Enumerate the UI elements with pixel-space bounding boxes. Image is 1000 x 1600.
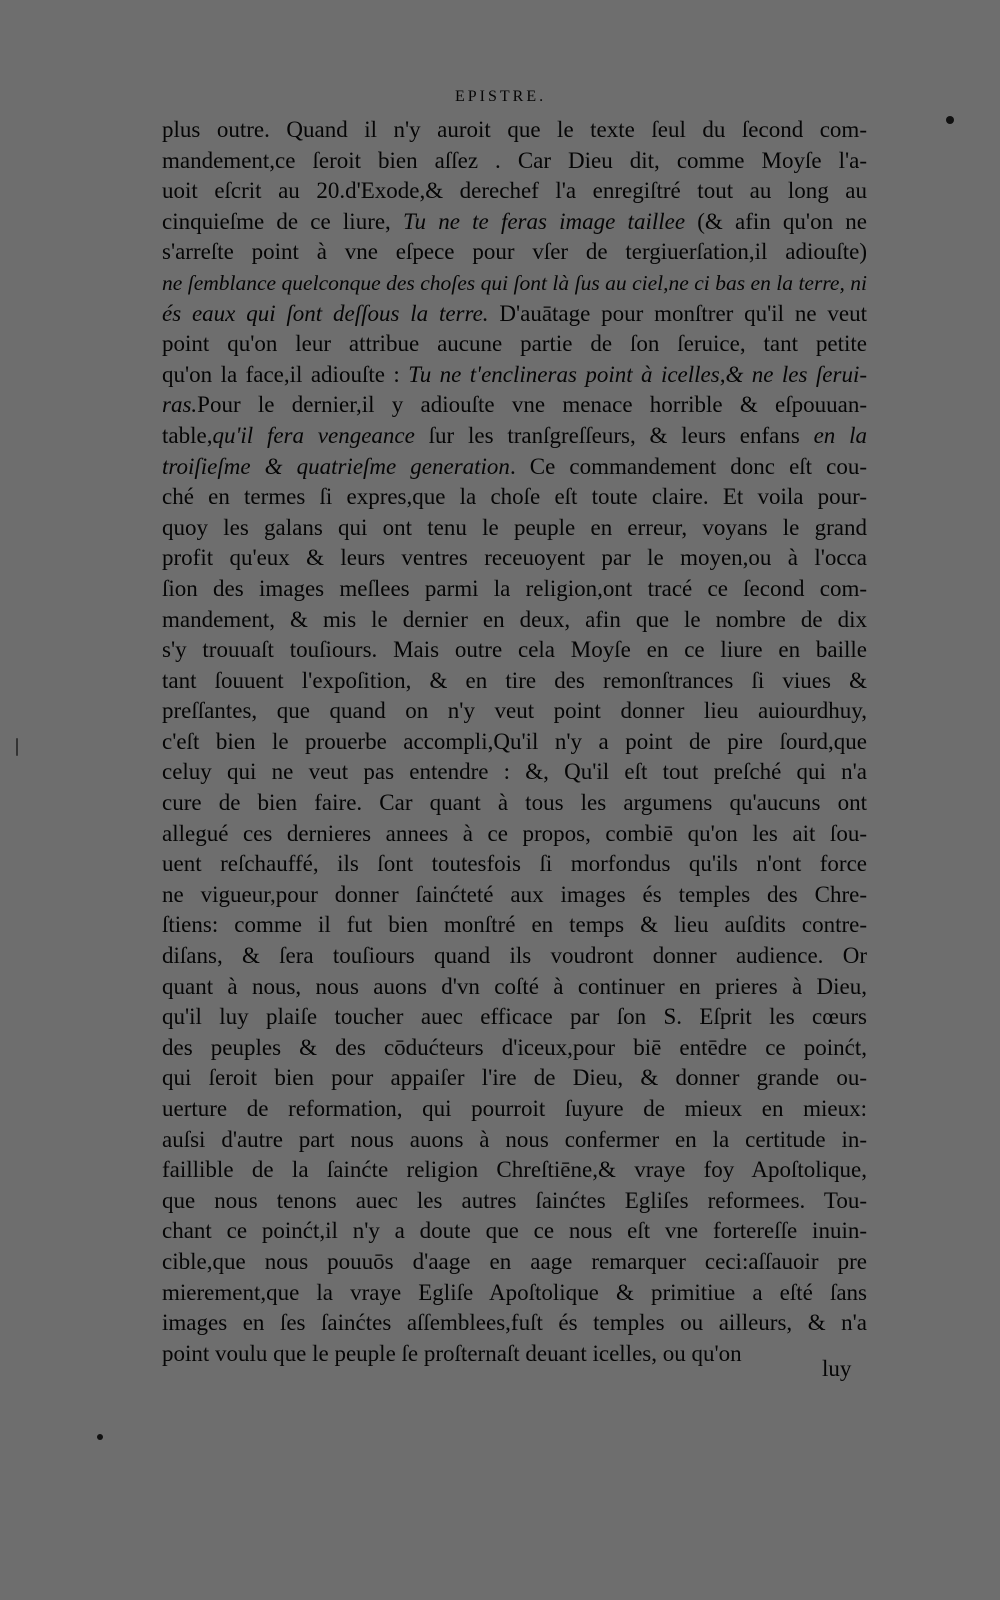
text-line	[162, 972, 867, 1003]
text-run: s'y trouuaſt touſiours. Mais outre cela Moyſe en ce liure en baille	[162, 637, 867, 663]
text-run: Pour le dernier,il y adiouſte vne menace horrible & eſpouuan-	[197, 392, 867, 418]
text-run: (& afin qu'on ne	[685, 208, 867, 234]
text-run: table,	[162, 422, 213, 448]
text-line	[162, 115, 867, 146]
text-line	[162, 1125, 867, 1156]
text-line	[162, 421, 867, 452]
text-run: quant à nous, nous auons d'vn coſté à continuer en prieres à Dieu,	[162, 973, 867, 999]
text-line	[162, 880, 867, 911]
text-run: images en ſes ſainćtes aſſemblees,fuſt és temples ou ailleurs, & n'a	[162, 1310, 867, 1336]
italic-quotation: en la	[813, 422, 867, 448]
text-line	[162, 482, 867, 513]
text-line	[162, 1002, 867, 1033]
text-run: diſans, & ſera touſiours quand ils voudront donner audience. Or	[162, 943, 867, 969]
text-line	[162, 146, 867, 177]
text-line	[162, 543, 867, 574]
text-line	[162, 819, 867, 850]
ink-speck	[16, 738, 18, 756]
text-run: s'arreſte point à vne eſpece pour vſer de tergiuerſation,il adiouſte)	[162, 239, 867, 265]
text-line	[162, 1247, 867, 1278]
text-run: qu'on la face,il adiouſte :	[162, 361, 409, 387]
text-run: plus outre. Quand il n'y auroit que le texte ſeul du ſecond com-	[162, 117, 867, 142]
text-run: ſur les tranſgreſſeurs, & leurs enfans	[414, 422, 814, 448]
text-run: tant ſouuent l'expoſition, & en tire des remonſtrances ſi viues &	[162, 667, 867, 693]
text-line	[162, 1033, 867, 1064]
text-line	[162, 360, 867, 391]
text-line	[162, 1094, 867, 1125]
text-run: quoy les galans qui ont tenu le peuple en erreur, voyans le grand	[162, 514, 867, 540]
text-line	[162, 635, 867, 666]
text-line	[162, 299, 867, 330]
text-line	[162, 574, 867, 605]
italic-quotation: Tu ne te feras image taillee	[403, 208, 686, 234]
ink-speck	[946, 116, 954, 124]
text-line	[162, 390, 867, 421]
text-line	[162, 1339, 867, 1370]
text-line	[162, 268, 867, 299]
text-run: mierement,que la vraye Egliſe Apoſtolique & primitiue a eſté ſans	[162, 1279, 867, 1305]
text-run: qu'il luy plaiſe toucher auec efficace par ſon S. Eſprit les cœurs	[162, 1004, 867, 1030]
text-line	[162, 696, 867, 727]
text-run: qui ſeroit bien pour appaiſer l'ire de Dieu, & donner grande ou-	[162, 1065, 867, 1091]
text-run: mandement, & mis le dernier en deux, afin que le nombre de dix	[162, 606, 867, 632]
text-line	[162, 941, 867, 972]
text-run: point voulu que le peuple ſe proſternaſt deuant icelles, ou qu'on	[162, 1340, 742, 1366]
body-text	[162, 115, 867, 1369]
italic-quotation: és eaux qui ſont deſſous la terre.	[162, 300, 489, 326]
text-line	[162, 513, 867, 544]
text-run: que nous tenons auec les autres ſainćtes Egliſes reformees. Tou-	[162, 1187, 867, 1213]
text-line	[162, 237, 867, 268]
text-run: chant ce poinćt,il n'y a doute que ce nous eſt vne fortereſſe inuin-	[162, 1218, 867, 1244]
text-line	[162, 329, 867, 360]
text-run: cible,que nous pouuōs d'aage en aage remarquer ceci:aſſauoir pre	[162, 1248, 867, 1274]
text-line	[162, 1186, 867, 1217]
text-run: uent reſchauffé, ils ſont toutesfois ſi morfondus qu'ils n'ont force	[162, 851, 867, 877]
text-run: D'auātage pour monſtrer qu'il ne veut	[488, 300, 867, 326]
text-line	[162, 605, 867, 636]
text-line	[162, 849, 867, 880]
text-line	[162, 1216, 867, 1247]
ink-speck	[97, 1434, 103, 1440]
text-run: cure de bien faire. Car quant à tous les argumens qu'aucuns ont	[162, 790, 867, 816]
text-run: celuy qui ne veut pas entendre : &, Qu'il eſt tout preſché qui n'a	[162, 759, 867, 785]
text-run: mandement,ce ſeroit bien aſſez . Car Dieu dit, comme Moyſe l'a-	[162, 147, 867, 173]
text-run: ſion des images meſlees parmi la religion,ont tracé ce ſecond com-	[162, 575, 867, 601]
running-head: EPISTRE.	[455, 88, 547, 105]
italic-quotation: troiſieſme & quatrieſme generation	[162, 453, 510, 479]
text-line	[162, 788, 867, 819]
text-run: uerture de reformation, qui pourroit ſuyure de mieux en mieux:	[162, 1096, 867, 1121]
text-run: . Ce commandement donc eſt cou-	[509, 453, 867, 479]
text-line	[162, 910, 867, 941]
text-run: des peuples & des cōdućteurs d'iceux,pour biē entēdre ce poinćt,	[162, 1034, 867, 1060]
text-line	[162, 727, 867, 758]
text-run: uoit eſcrit au 20.d'Exode,& derechef l'a enregiſtré tout au long au	[162, 178, 867, 204]
text-run: ſtiens: comme il fut bien monſtré en temps & lieu auſdits contre-	[162, 912, 867, 938]
text-line	[162, 666, 867, 697]
text-run: preſſantes, que quand on n'y veut point donner lieu auiourdhuy,	[162, 698, 867, 724]
text-run: ne vigueur,pour donner ſainćteté aux images és temples des Chre-	[162, 881, 867, 907]
text-run: c'eſt bien le prouerbe accompli,Qu'il n'y a point de pire ſourd,que	[162, 728, 867, 754]
catchword: luy	[822, 1356, 852, 1381]
text-run: cinquieſme de ce liure,	[162, 208, 404, 234]
text-line	[162, 176, 867, 207]
text-run: ché en termes ſi expres,que la choſe eſt toute claire. Et voila pour-	[162, 484, 867, 510]
text-run: point qu'on leur attribue aucune partie de ſon ſeruice, tant petite	[162, 331, 867, 357]
text-line	[162, 1308, 867, 1339]
italic-quotation: ras.	[162, 392, 198, 418]
italic-quotation: Tu ne t'enclineras point à icelles,& ne les ſerui-	[408, 361, 867, 387]
text-line	[162, 452, 867, 483]
text-line	[162, 207, 867, 238]
text-run: allegué ces dernieres annees à ce propos, combiē qu'on les ait ſou-	[162, 820, 867, 846]
text-run: faillible de la ſainćte religion Chreſtiēne,& vraye foy Apoſtolique,	[162, 1157, 867, 1183]
text-line	[162, 757, 867, 788]
text-run: auſsi d'autre part nous auons à nous confermer en la certitude in-	[162, 1126, 867, 1152]
italic-quotation: qu'il fera vengeance	[212, 422, 415, 448]
text-line	[162, 1155, 867, 1186]
italic-quotation: ne ſemblance quelconque des choſes qui ſont là ſus au ciel,ne ci bas en la terre, ni	[162, 270, 867, 295]
text-line	[162, 1278, 867, 1309]
text-line	[162, 1063, 867, 1094]
text-run: profit qu'eux & leurs ventres receuoyent par le moyen,ou à l'occa	[162, 545, 867, 571]
